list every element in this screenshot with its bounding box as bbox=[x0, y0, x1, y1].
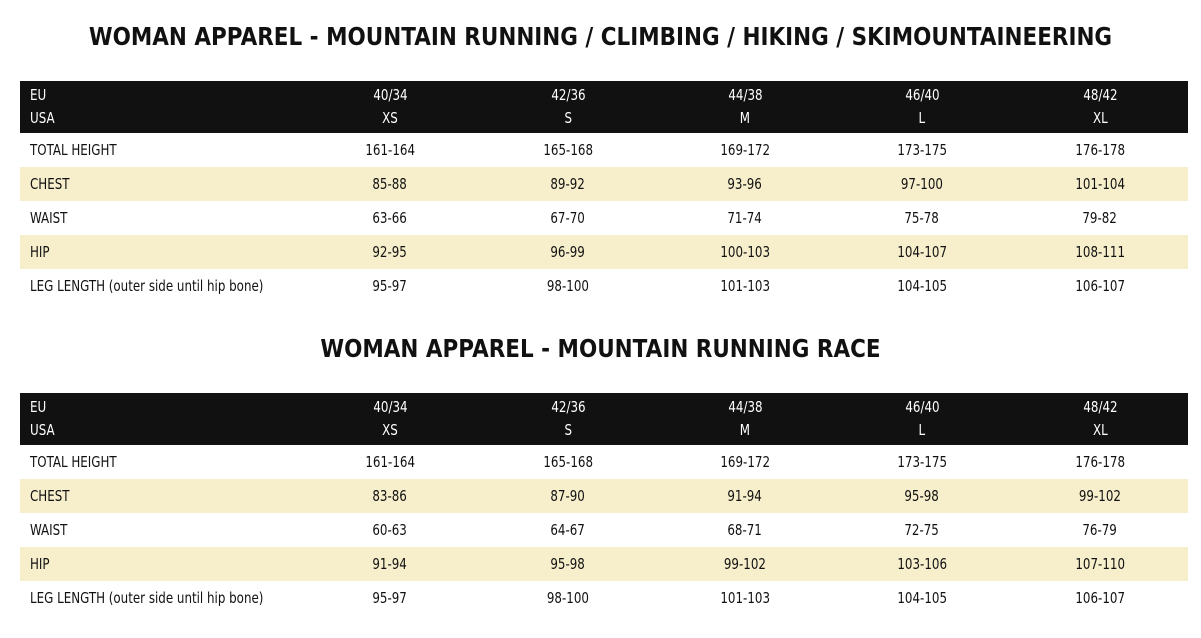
header-eu-size: 44/38 bbox=[727, 398, 763, 416]
value-cell bbox=[508, 479, 628, 513]
measurement-value: 95-98 bbox=[904, 487, 940, 505]
value-cell bbox=[862, 235, 982, 269]
row-label-cell bbox=[30, 513, 73, 547]
table-row bbox=[20, 167, 1188, 201]
table-row bbox=[20, 201, 1188, 235]
measurement-value: 161-164 bbox=[365, 453, 415, 471]
measurement-value: 97-100 bbox=[900, 175, 944, 193]
measurement-value: 89-92 bbox=[550, 175, 586, 193]
measurement-value: 108-111 bbox=[1075, 243, 1125, 261]
value-cell bbox=[685, 201, 805, 235]
measurement-value: 101-103 bbox=[720, 277, 770, 295]
row-label: TOTAL HEIGHT bbox=[30, 141, 117, 159]
value-cell bbox=[508, 581, 628, 615]
header-usa-size: XS bbox=[382, 421, 398, 439]
measurement-value: 98-100 bbox=[546, 589, 590, 607]
measurement-value: 72-75 bbox=[904, 521, 940, 539]
measurement-value: 75-78 bbox=[904, 209, 940, 227]
value-cell bbox=[1040, 201, 1160, 235]
header-eu-size: 48/42 bbox=[1082, 398, 1118, 416]
value-cell bbox=[1040, 479, 1160, 513]
header-eu-label: EU bbox=[30, 86, 47, 104]
header-eu-size: 48/42 bbox=[1082, 86, 1118, 104]
header-size-cell bbox=[862, 393, 982, 445]
value-cell bbox=[862, 479, 982, 513]
size-chart-table bbox=[20, 393, 1188, 615]
measurement-value: 176-178 bbox=[1075, 453, 1125, 471]
measurement-value: 106-107 bbox=[1075, 589, 1125, 607]
row-label-cell bbox=[30, 167, 75, 201]
measurement-value: 83-86 bbox=[372, 487, 408, 505]
measurement-value: 91-94 bbox=[372, 555, 408, 573]
header-usa-size: XL bbox=[1092, 109, 1108, 127]
header-size-cell bbox=[330, 81, 450, 133]
measurement-value: 64-67 bbox=[550, 521, 586, 539]
value-cell bbox=[685, 235, 805, 269]
size-chart-table bbox=[20, 81, 1188, 303]
header-usa-size: XL bbox=[1092, 421, 1108, 439]
table-body bbox=[20, 445, 1188, 615]
table-header-row bbox=[20, 393, 1188, 445]
header-usa-size: M bbox=[739, 421, 751, 439]
measurement-value: 95-97 bbox=[372, 277, 408, 295]
value-cell bbox=[1040, 581, 1160, 615]
row-label-cell bbox=[30, 479, 75, 513]
value-cell bbox=[508, 235, 628, 269]
measurement-value: 165-168 bbox=[543, 453, 593, 471]
value-cell bbox=[1040, 235, 1160, 269]
value-cell bbox=[330, 235, 450, 269]
header-usa-size: XS bbox=[382, 109, 398, 127]
measurement-value: 176-178 bbox=[1075, 141, 1125, 159]
measurement-value: 60-63 bbox=[372, 521, 408, 539]
value-cell bbox=[330, 133, 450, 167]
measurement-value: 173-175 bbox=[897, 141, 947, 159]
value-cell bbox=[1040, 167, 1160, 201]
measurement-value: 104-105 bbox=[897, 277, 947, 295]
value-cell bbox=[1040, 133, 1160, 167]
measurement-value: 79-82 bbox=[1082, 209, 1118, 227]
row-label-cell bbox=[30, 235, 52, 269]
measurement-value: 99-102 bbox=[1078, 487, 1122, 505]
table-row bbox=[20, 235, 1188, 269]
value-cell bbox=[685, 513, 805, 547]
value-cell bbox=[862, 269, 982, 303]
value-cell bbox=[685, 269, 805, 303]
value-cell bbox=[330, 445, 450, 479]
measurement-value: 71-74 bbox=[727, 209, 763, 227]
measurement-value: 161-164 bbox=[365, 141, 415, 159]
measurement-value: 104-105 bbox=[897, 589, 947, 607]
value-cell bbox=[508, 445, 628, 479]
value-cell bbox=[862, 581, 982, 615]
value-cell bbox=[508, 547, 628, 581]
table-row bbox=[20, 445, 1188, 479]
measurement-value: 63-66 bbox=[372, 209, 408, 227]
size-chart-title: WOMAN APPAREL - MOUNTAIN RUNNING / CLIMBING / HIKING / SKIMOUNTAINEERING bbox=[88, 22, 1113, 51]
header-usa-size: L bbox=[918, 109, 926, 127]
value-cell bbox=[862, 445, 982, 479]
header-size-cell bbox=[330, 393, 450, 445]
header-label-cell bbox=[30, 81, 58, 133]
row-label-cell bbox=[30, 581, 295, 615]
measurement-value: 173-175 bbox=[897, 453, 947, 471]
measurement-value: 104-107 bbox=[897, 243, 947, 261]
value-cell bbox=[330, 201, 450, 235]
measurement-value: 95-97 bbox=[372, 589, 408, 607]
measurement-value: 101-103 bbox=[720, 589, 770, 607]
table-row bbox=[20, 269, 1188, 303]
value-cell bbox=[330, 479, 450, 513]
table-row bbox=[20, 547, 1188, 581]
measurement-value: 169-172 bbox=[720, 141, 770, 159]
table-row bbox=[20, 479, 1188, 513]
header-size-cell bbox=[508, 81, 628, 133]
table-row bbox=[20, 133, 1188, 167]
measurement-value: 106-107 bbox=[1075, 277, 1125, 295]
header-eu-label: EU bbox=[30, 398, 47, 416]
value-cell bbox=[508, 133, 628, 167]
value-cell bbox=[862, 167, 982, 201]
row-label: LEG LENGTH (outer side until hip bone) bbox=[30, 589, 264, 607]
measurement-value: 95-98 bbox=[550, 555, 586, 573]
row-label-cell bbox=[30, 547, 52, 581]
measurement-value: 67-70 bbox=[550, 209, 586, 227]
header-usa-label: USA bbox=[30, 421, 55, 439]
row-label: LEG LENGTH (outer side until hip bone) bbox=[30, 277, 264, 295]
row-label-cell bbox=[30, 445, 128, 479]
row-label: WAIST bbox=[30, 521, 68, 539]
value-cell bbox=[330, 269, 450, 303]
measurement-value: 76-79 bbox=[1082, 521, 1118, 539]
measurement-value: 93-96 bbox=[727, 175, 763, 193]
header-label-cell bbox=[30, 393, 58, 445]
value-cell bbox=[1040, 513, 1160, 547]
header-size-cell bbox=[862, 81, 982, 133]
row-label: HIP bbox=[30, 555, 50, 573]
table-row bbox=[20, 581, 1188, 615]
value-cell bbox=[1040, 445, 1160, 479]
value-cell bbox=[685, 581, 805, 615]
measurement-value: 96-99 bbox=[550, 243, 586, 261]
header-usa-size: S bbox=[564, 421, 572, 439]
row-label: TOTAL HEIGHT bbox=[30, 453, 117, 471]
row-label: CHEST bbox=[30, 175, 70, 193]
size-chart-title: WOMAN APPAREL - MOUNTAIN RUNNING RACE bbox=[320, 334, 881, 363]
measurement-value: 100-103 bbox=[720, 243, 770, 261]
value-cell bbox=[330, 547, 450, 581]
value-cell bbox=[330, 581, 450, 615]
row-label: WAIST bbox=[30, 209, 68, 227]
measurement-value: 99-102 bbox=[723, 555, 767, 573]
measurement-value: 87-90 bbox=[550, 487, 586, 505]
measurement-value: 107-110 bbox=[1075, 555, 1125, 573]
measurement-value: 98-100 bbox=[546, 277, 590, 295]
header-size-cell bbox=[508, 393, 628, 445]
measurement-value: 92-95 bbox=[372, 243, 408, 261]
measurement-value: 101-104 bbox=[1075, 175, 1125, 193]
value-cell bbox=[685, 445, 805, 479]
value-cell bbox=[862, 513, 982, 547]
header-eu-size: 46/40 bbox=[904, 86, 940, 104]
value-cell bbox=[862, 133, 982, 167]
measurement-value: 165-168 bbox=[543, 141, 593, 159]
header-eu-size: 46/40 bbox=[904, 398, 940, 416]
header-usa-label: USA bbox=[30, 109, 55, 127]
value-cell bbox=[330, 513, 450, 547]
value-cell bbox=[508, 167, 628, 201]
header-size-cell bbox=[685, 81, 805, 133]
header-eu-size: 42/36 bbox=[550, 398, 586, 416]
header-usa-size: S bbox=[564, 109, 572, 127]
header-usa-size: M bbox=[739, 109, 751, 127]
header-eu-size: 40/34 bbox=[372, 86, 408, 104]
header-eu-size: 42/36 bbox=[550, 86, 586, 104]
header-size-cell bbox=[685, 393, 805, 445]
header-usa-size: L bbox=[918, 421, 926, 439]
header-size-cell bbox=[1040, 393, 1160, 445]
value-cell bbox=[1040, 547, 1160, 581]
value-cell bbox=[685, 547, 805, 581]
header-eu-size: 40/34 bbox=[372, 398, 408, 416]
value-cell bbox=[508, 513, 628, 547]
table-header-row bbox=[20, 81, 1188, 133]
value-cell bbox=[1040, 269, 1160, 303]
value-cell bbox=[508, 201, 628, 235]
measurement-value: 169-172 bbox=[720, 453, 770, 471]
header-eu-size: 44/38 bbox=[727, 86, 763, 104]
value-cell bbox=[685, 133, 805, 167]
measurement-value: 68-71 bbox=[727, 521, 763, 539]
value-cell bbox=[862, 201, 982, 235]
row-label: CHEST bbox=[30, 487, 70, 505]
table-row bbox=[20, 513, 1188, 547]
measurement-value: 91-94 bbox=[727, 487, 763, 505]
measurement-value: 85-88 bbox=[372, 175, 408, 193]
row-label-cell bbox=[30, 133, 128, 167]
value-cell bbox=[330, 167, 450, 201]
value-cell bbox=[862, 547, 982, 581]
row-label-cell bbox=[30, 269, 295, 303]
table-body bbox=[20, 133, 1188, 303]
measurement-value: 103-106 bbox=[897, 555, 947, 573]
value-cell bbox=[508, 269, 628, 303]
value-cell bbox=[685, 167, 805, 201]
row-label: HIP bbox=[30, 243, 50, 261]
row-label-cell bbox=[30, 201, 73, 235]
header-size-cell bbox=[1040, 81, 1160, 133]
value-cell bbox=[685, 479, 805, 513]
